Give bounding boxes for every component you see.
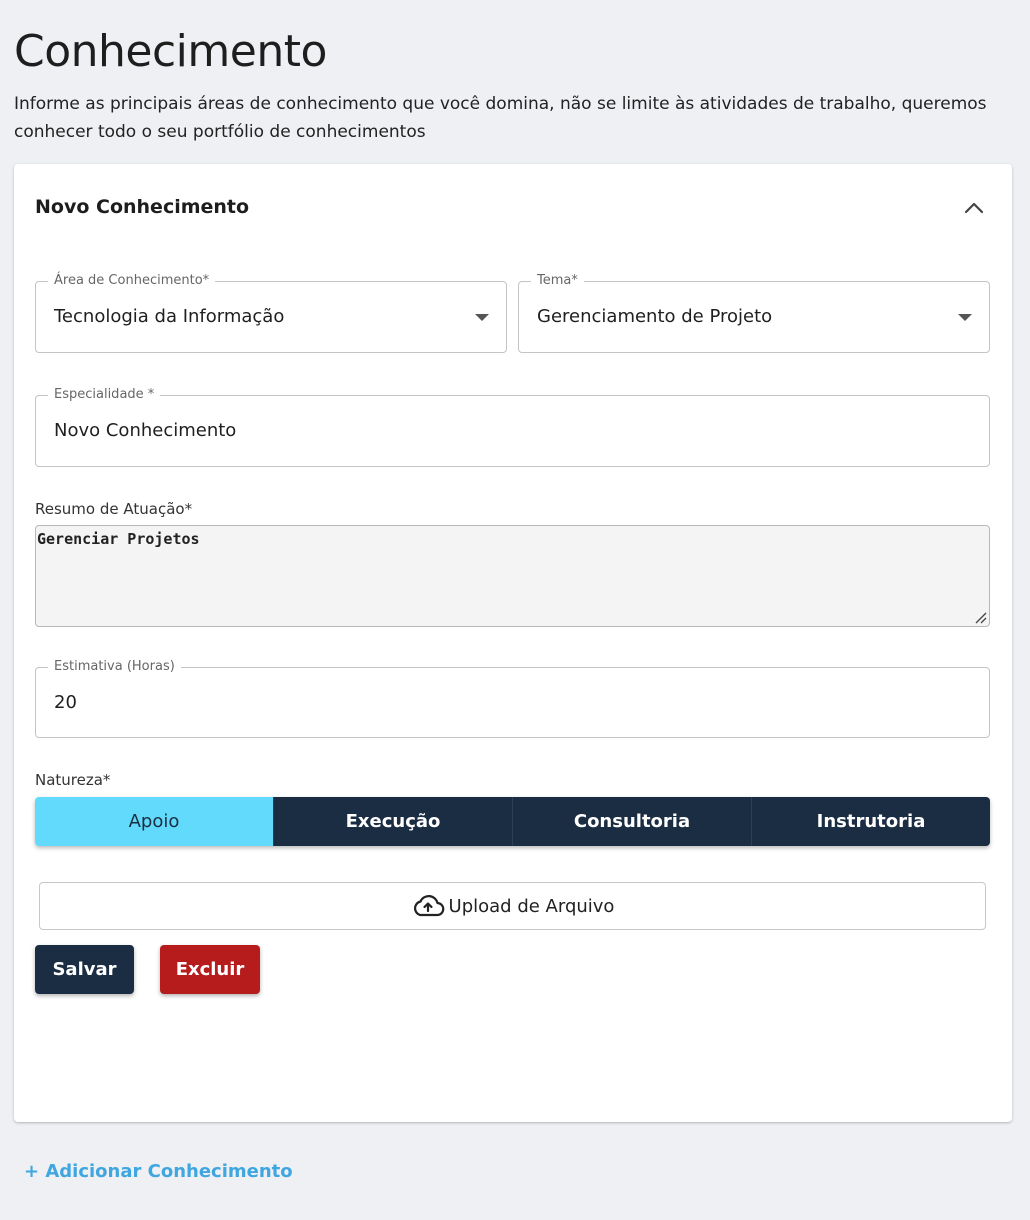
cloud-upload-icon — [411, 894, 445, 918]
card-title: Novo Conhecimento — [35, 196, 250, 218]
estimativa-value: 20 — [54, 692, 77, 713]
resumo-textarea[interactable] — [35, 525, 990, 627]
add-knowledge-link[interactable]: + Adicionar Conhecimento — [24, 1161, 293, 1182]
resumo-value: Gerenciar Projetos — [37, 530, 200, 548]
area-label: Área de Conhecimento* — [48, 273, 215, 289]
page-description: Informe as principais áreas de conhecimento que você domina, não se limite às atividades de trabalho, queremos conhecer todo o seu portfólio de conhecimentos — [14, 94, 987, 142]
resumo-label: Resumo de Atuação* — [35, 500, 193, 518]
especialidade-field[interactable] — [35, 387, 990, 467]
upload-button[interactable] — [39, 882, 986, 930]
resize-handle-icon[interactable] — [973, 610, 987, 624]
especialidade-value: Novo Conhecimento — [54, 420, 237, 441]
area-select[interactable] — [35, 273, 507, 353]
upload-label: Upload de Arquivo — [448, 895, 615, 917]
tema-value: Gerenciamento de Projeto — [537, 306, 773, 327]
delete-button[interactable]: Excluir — [160, 945, 260, 994]
collapse-button[interactable] — [960, 194, 988, 222]
knowledge-card — [14, 164, 1012, 1122]
dropdown-arrow-icon — [475, 314, 489, 321]
save-button[interactable]: Salvar — [35, 945, 134, 994]
tema-label: Tema* — [531, 273, 584, 289]
chevron-up-icon — [964, 202, 984, 214]
especialidade-label: Especialidade * — [48, 387, 160, 403]
area-value: Tecnologia da Informação — [54, 306, 285, 327]
natureza-option-instrutoria[interactable]: Instrutoria — [751, 797, 990, 846]
dropdown-arrow-icon — [958, 314, 972, 321]
tema-select[interactable] — [518, 273, 990, 353]
estimativa-label: Estimativa (Horas) — [48, 659, 181, 675]
page-title: Conhecimento — [14, 26, 327, 77]
natureza-option-execucao[interactable]: Execução — [273, 797, 512, 846]
natureza-toggle-group — [35, 797, 990, 846]
natureza-option-apoio[interactable]: Apoio — [35, 797, 273, 846]
estimativa-field[interactable] — [35, 659, 990, 738]
natureza-label: Natureza* — [35, 771, 111, 789]
natureza-option-consultoria[interactable]: Consultoria — [512, 797, 751, 846]
